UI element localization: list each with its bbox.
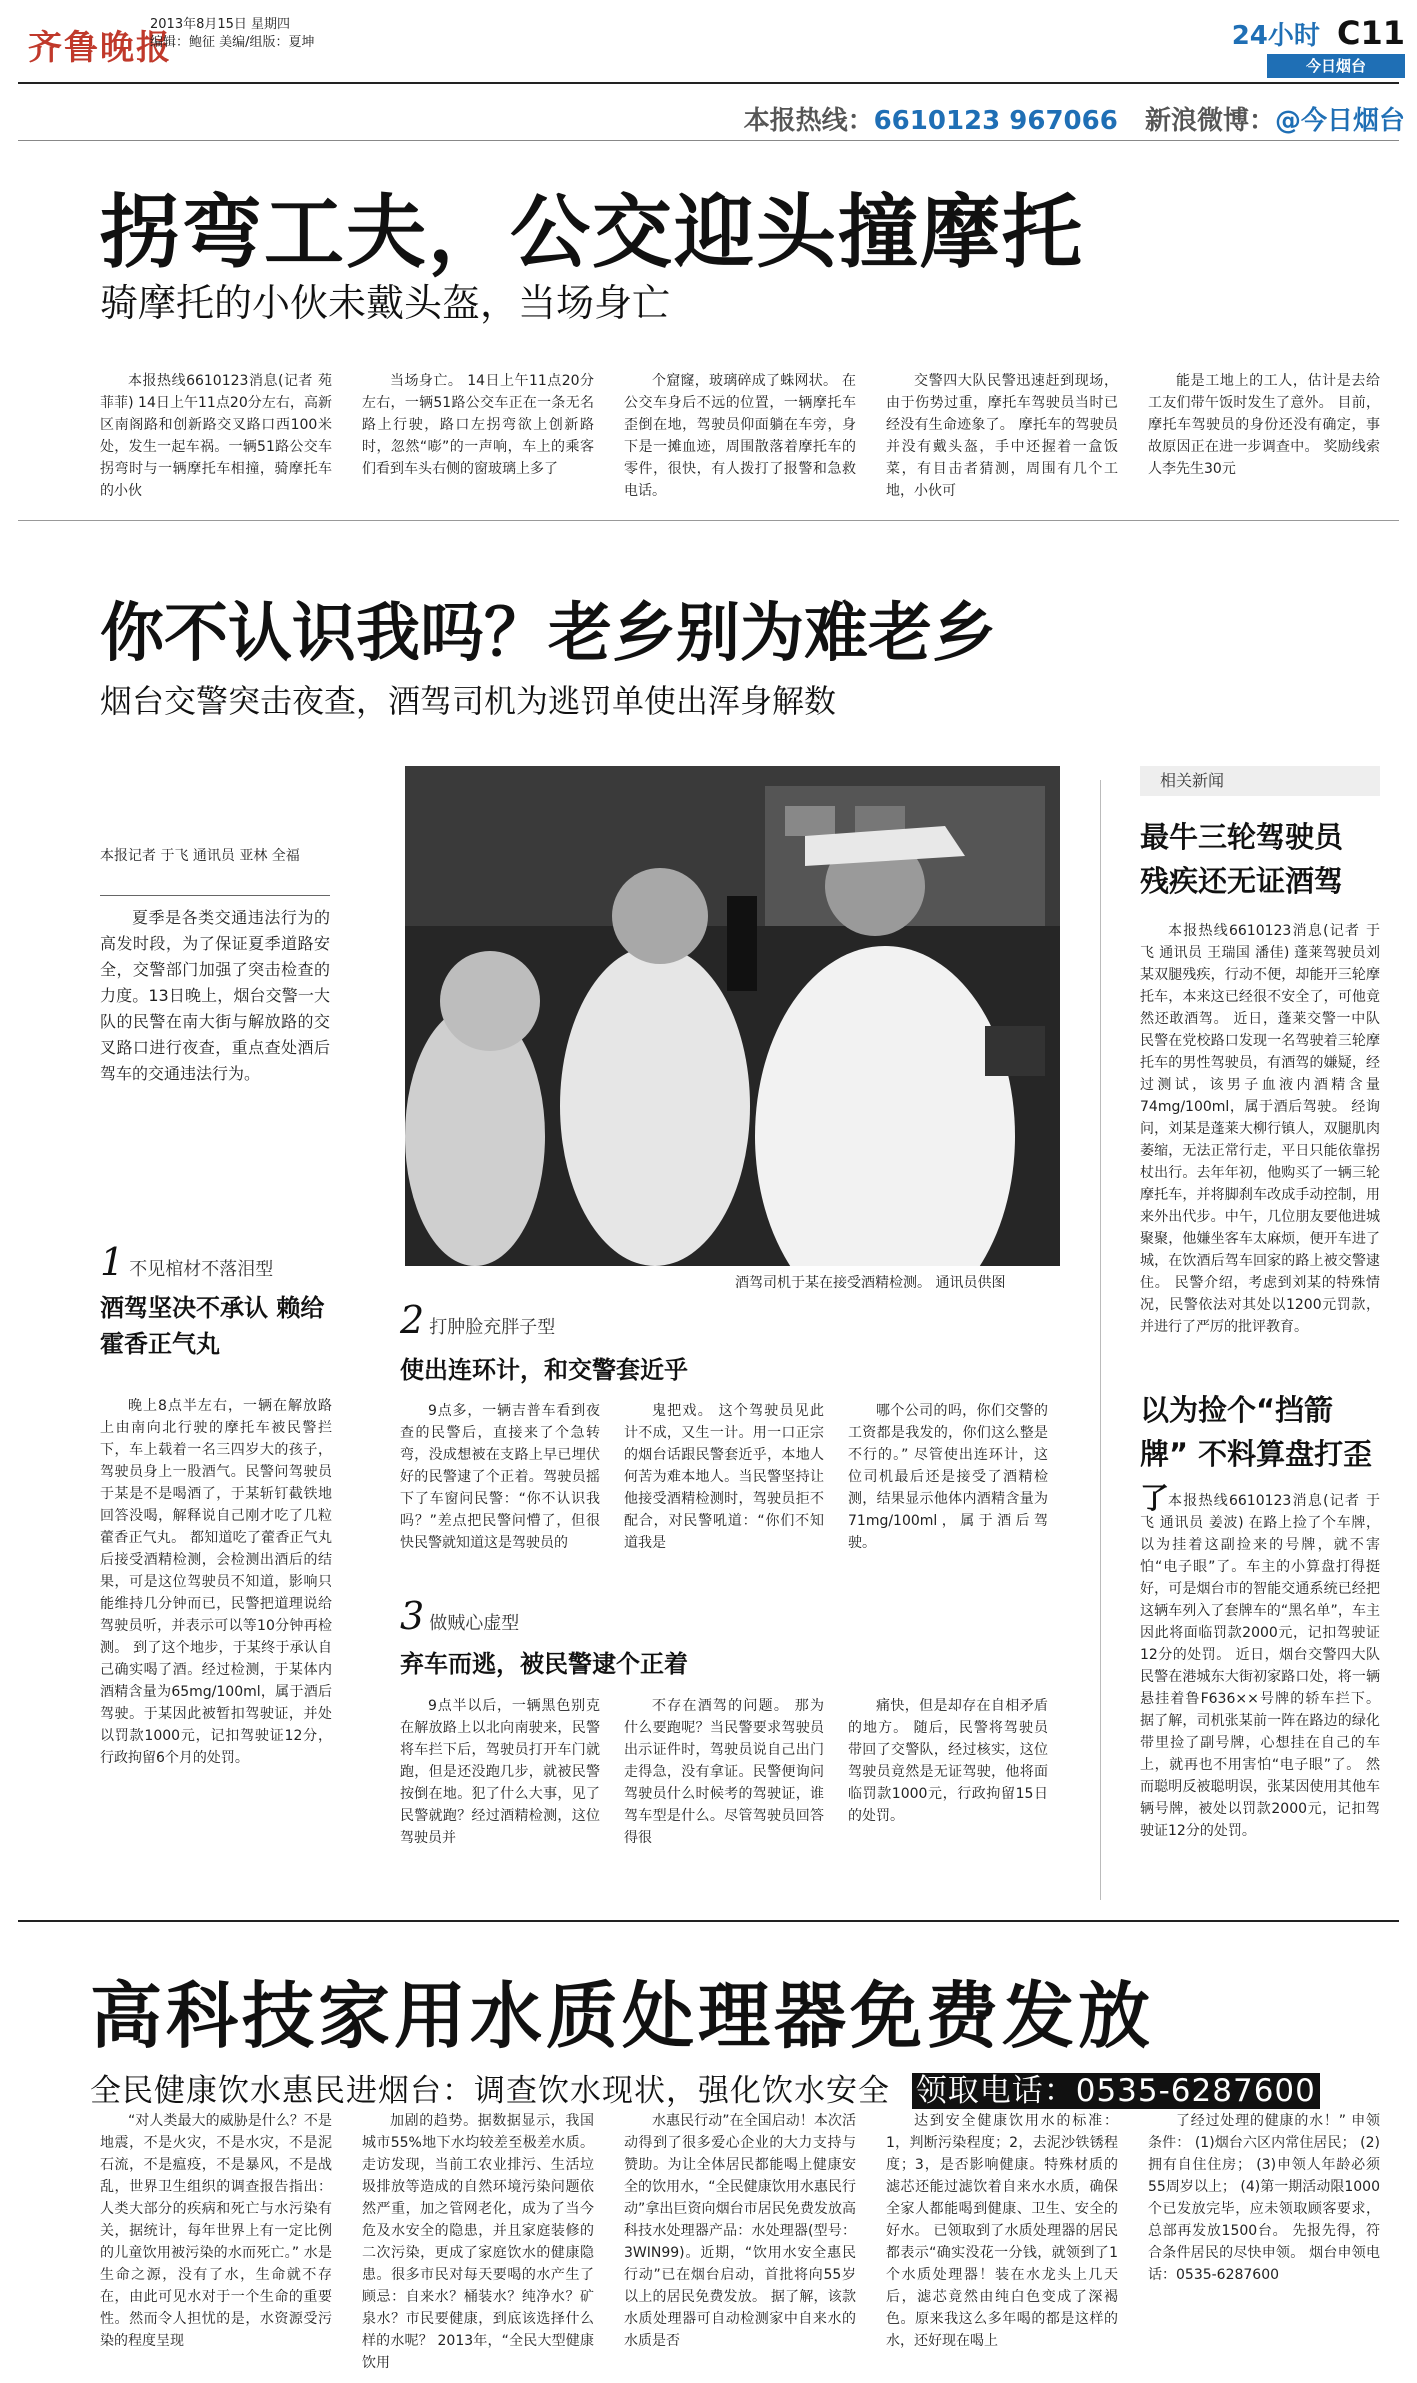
- story1-col1-text: 本报热线6610123消息(记者 苑菲菲) 14日上午11点20分左右，高新区南阁路和创新路交叉路口西100米处，发生一起车祸。一辆51路公交车拐弯时与一辆摩托车相撞，骑摩托车的小伙: [100, 373, 332, 499]
- sec3-col3: [848, 1695, 1048, 1827]
- story1-col2: [362, 370, 594, 480]
- byline-rule: [100, 895, 330, 896]
- sec2-title: 使出连环计，和交警套近乎: [400, 1356, 688, 1384]
- sidebar-text1-body: 本报热线6610123消息(记者 于飞 通讯员 王瑞国 潘佳) 蓬莱驾驶员刘某双腿残疾，行动不便，却能开三轮摩托车，本来这已经很不安全了，可他竟然还敢酒驾。 近日，蓬莱交警一中队民警在党校路口发现一名驾驶着三轮摩托车的男性驾驶员，有酒驾的嫌疑，经过测试，该男子血液内酒精含量74mg/100ml，属于酒后驾驶。 经询问，刘某是蓬莱大柳行镇人，双腿肌肉萎缩，无法正常行走，平日只能依靠拐杖出行。去年年初，他购买了一辆三轮摩托车，并将脚刹车改成手动控制，用来外出代步。中午，几位朋友要他进城聚聚，他嫌坐客车太麻烦，便开车进了城，在饮酒后驾车回家的路上被交警逮住。 民警介绍，考虑到刘某的特殊情况，民警依法对其处以1200元罚款，并进行了严厉的批评教育。: [1140, 923, 1380, 1335]
- sec1-number: 1: [100, 1240, 125, 1284]
- ad-headline: 高科技家用水质处理器免费发放: [90, 1974, 1155, 2058]
- issue-date: 2013年8月15日 星期四: [150, 17, 291, 32]
- story2-lead-text: 夏季是各类交通违法行为的高发时段，为了保证夏季道路安全，交警部门加强了突击检查的力度。13日晚上，烟台交警一大队的民警在南大街与解放路的交叉路口进行夜查，重点查处酒后驾车的交通违法行为。: [100, 908, 330, 1083]
- photo-caption: 酒驾司机于某在接受酒精检测。 通讯员供图: [735, 1275, 1006, 1291]
- sec2-col1: [400, 1400, 600, 1554]
- ad-col5: [1148, 2110, 1380, 2286]
- sidebar-divider: [1100, 780, 1101, 1900]
- masthead: [0, 0, 1417, 80]
- masthead-rule: [18, 82, 1399, 84]
- sidebar-title1: 最牛三轮驾驶员 残疾还无证酒驾: [1140, 820, 1344, 898]
- sec3-col1-text: 9点半以后，一辆黑色别克在解放路上以北向南驶来，民警将车拦下后，驾驶员打开车门就跑，但是还没跑几步，就被民警按倒在地。犯了什么大事，见了民警就跑？经过酒精检测，这位驾驶员并: [400, 1698, 600, 1846]
- ad-col2-text: 加剧的趋势。据数据显示，我国城市55%地下水均较差至极差水质。走访发现，当前工农业排污、生活垃圾排放等造成的自然环境污染问题依然严重，加之管网老化，成为了当今危及水安全的隐患，并且家庭装修的二次污染，更成了家庭饮水的健康隐患。很多市民对每天要喝的水产生了顾忌：自来水？桶装水？纯净水？矿泉水？市民要健康，到底该选择什么样的水呢？ 2013年，“全民大型健康饮用: [362, 2113, 594, 2371]
- story1-rule: [18, 520, 1399, 521]
- issue-meta: [150, 16, 315, 52]
- sec3-title: 弃车而逃，被民警逮个正着: [400, 1650, 688, 1678]
- section-tag: [1232, 14, 1405, 52]
- sec2-kicker: 打肿脸充胖子型: [429, 1317, 556, 1338]
- ad-col1: [100, 2110, 332, 2352]
- sec1-kicker-row: [100, 1240, 273, 1284]
- editors: 编辑：鲍征 美编/组版：夏坤: [150, 35, 315, 50]
- sidebar-text1: [1140, 920, 1380, 1338]
- hotline-label: 本报热线：: [743, 106, 874, 136]
- news-photo: [405, 766, 1060, 1266]
- story2-subheadline: 烟台交警突击夜查，酒驾司机为逃罚单使出浑身解数: [100, 682, 837, 720]
- edition-bar: 今日烟台: [1267, 54, 1405, 78]
- ad-subline: [90, 2065, 1320, 2110]
- sec3-kicker: 做贼心虚型: [429, 1613, 520, 1634]
- sec2-number: 2: [400, 1298, 425, 1342]
- sec1-body-text: 晚上8点半左右，一辆在解放路上由南向北行驶的摩托车被民警拦下，车上载着一名三四岁大的孩子，驾驶员身上一股酒气。民警问驾驶员于某是不是喝酒了，于某斩钉截铁地回答没喝，解释说自己刚才吃了几粒藿香正气丸。 都知道吃了藿香正气丸后接受酒精检测，会检测出酒后的结果，可是这位驾驶员不知道，影响只能维持几分钟而已，民警把道理说给驾驶员听，并表示可以等10分钟再检测。 到了这个地步，于某终于承认自己确实喝了酒。经过检测，于某体内酒精含量为65mg/100ml，属于酒后驾驶。于某因此被暂扣驾驶证，并处以罚款1000元，记扣驾驶证12分，行政拘留6个月的处罚。: [100, 1398, 332, 1766]
- weibo-handle: @今日烟台: [1274, 106, 1405, 136]
- sec3-number: 3: [400, 1594, 425, 1638]
- sec2-col1-text: 9点多，一辆吉普车看到夜查的民警后，直接来了个急转弯，没成想被在支路上早已埋伏好的民警逮了个正着。驾驶员摇下了车窗问民警：“你不认识我吗？”差点把民警问懵了，但很快民警就知道这是驾驶员的: [400, 1403, 600, 1551]
- newspaper-logo: 齐鲁晚报: [28, 28, 172, 68]
- story1-col2-text: 当场身亡。 14日上午11点20分左右，一辆51路公交车正在一条无名路上行驶，路口左拐弯欲上创新路时，忽然“嘭”的一声响，车上的乘客们看到车头右侧的窗玻璃上多了: [362, 373, 594, 477]
- ad-col5-text: 了经过处理的健康的水！” 申领条件： (1)烟台六区内常住居民； (2)拥有自住住房； (3)申领人年龄必须55周岁以上； (4)第一期活动限1000个已发放完毕，应未领取顾客要求，总部再发放1500台。 先报先得，符合条件居民的尽快申领。 烟台申领电话：0535-6287600: [1148, 2113, 1380, 2283]
- sec1-kicker: 不见棺材不落泪型: [129, 1259, 274, 1280]
- sidebar-label-box: [1140, 766, 1380, 796]
- sec2-col3-text: 哪个公司的吗，你们交警的工资都是我发的，你们这么整是不行的。” 尽管使出连环计，这位司机最后还是接受了酒精检测，结果显示他体内酒精含量为71mg/100ml，属于酒后驾驶。: [848, 1403, 1048, 1551]
- hotline-number: 6610123 967066: [873, 106, 1118, 136]
- photo-illustration: [405, 766, 1060, 1266]
- ad-col4: [886, 2110, 1118, 2352]
- story1-col1: [100, 370, 332, 502]
- story1-col3: [624, 370, 856, 502]
- story1-headline: 拐弯工夫，公交迎头撞摩托: [100, 186, 1084, 279]
- sec3-col2: [624, 1695, 824, 1849]
- story2-byline: 本报记者 于飞 通讯员 亚林 全福: [100, 848, 300, 864]
- sec2-kicker-row: [400, 1298, 555, 1342]
- sec3-kicker-row: [400, 1594, 519, 1638]
- sidebar-title2: 以为捡个“挡箭牌” 不料算盘打歪了: [1140, 1393, 1373, 1515]
- hotline-rule: [18, 140, 1399, 141]
- sidebar-label: 相关新闻: [1160, 771, 1225, 790]
- story1-col4-text: 交警四大队民警迅速赶到现场，由于伤势过重，摩托车驾驶员当时已经没有生命迹象了。 摩托车的驾驶员并没有戴头盔，手中还握着一盒饭菜，有目击者猜测，周围有几个工地，小伙可: [886, 373, 1118, 499]
- ad-col1-text: “对人类最大的威胁是什么？不是地震，不是火灾，不是水灾，不是泥石流，不是瘟疫，不是暴风，不是战乱，世界卫生组织的调查报告指出：人类大部分的疾病和死亡与水污染有关，据统计，每年世界上有一定比例的儿童饮用被污染的水而死亡。” 水是生命之源，没有了水，生命就不存在，由此可见水对于一个生命的重要性。然而令人担忧的是，水资源受污染的程度呈现: [100, 2113, 332, 2349]
- sec2-col2: [624, 1400, 824, 1554]
- sec1-title: 酒驾坚决不承认 赖给霍香正气丸: [100, 1294, 325, 1358]
- story1-col5-text: 能是工地上的工人，估计是去给工友们带午饭时发生了意外。 目前，摩托车驾驶员的身份还没有确定，事故原因正在进一步调查中。 奖励线索人李先生30元: [1148, 373, 1380, 477]
- story1-subheadline: 骑摩托的小伙未戴头盔，当场身亡: [100, 281, 671, 325]
- story1-col5: [1148, 370, 1380, 480]
- sec3-col2-text: 不存在酒驾的问题。 那为什么要跑呢？当民警要求驾驶员出示证件时，驾驶员说自己出门走得急，没有拿证。民警便询问驾驶员什么时候考的驾驶证，谁驾车型是什么。尽管驾驶员回答得很: [624, 1698, 824, 1846]
- story1-col4: [886, 370, 1118, 502]
- sidebar-text2: [1140, 1490, 1380, 1842]
- page-number: C11: [1336, 14, 1405, 52]
- ad-col2: [362, 2110, 594, 2374]
- sec1-body: [100, 1395, 332, 1769]
- ad-phone: 领取电话：0535-6287600: [912, 2073, 1320, 2109]
- sec3-col1: [400, 1695, 600, 1849]
- ad-col3: [624, 2110, 856, 2352]
- story1-col3-text: 个窟窿，玻璃碎成了蛛网状。 在公交车身后不远的位置，一辆摩托车歪倒在地，驾驶员仰面躺在车旁，身下是一摊血迹，周围散落着摩托车的零件，很快，有人拨打了报警和急救电话。: [624, 373, 856, 499]
- section-name: 24小时: [1231, 20, 1320, 51]
- sec2-col2-text: 鬼把戏。 这个驾驶员见此计不成，又生一计。用一口正宗的烟台话跟民警套近乎，本地人何苦为难本地人。当民警坚持让他接受酒精检测时，驾驶员拒不配合，对民警吼道：“你们不知道我是: [624, 1403, 824, 1551]
- ad-col4-text: 达到安全健康饮用水的标准：1，判断污染程度；2，去泥沙铁锈程度；3，是否影响健康。特殊材质的滤芯还能过滤饮着自来水水质，确保全家人都能喝到健康、卫生、安全的好水。 已领取到了水质处理器的居民都表示“确实没花一分钱，就领到了1个水质处理器！装在水龙头上几天后，滤芯竟然由纯白色变成了深褐色。原来我这么多年喝的都是这样的水，还好现在喝上: [886, 2113, 1118, 2349]
- ad-rule: [18, 1920, 1399, 1922]
- hotline: [744, 100, 1405, 137]
- story2-lead: [100, 905, 330, 1087]
- ad-subline-text: 全民健康饮水惠民进烟台：调查饮水现状，强化饮水安全: [90, 2073, 890, 2109]
- sec3-col3-text: 痛快，但是却存在自相矛盾的地方。 随后，民警将驾驶员带回了交警队，经过核实，这位驾驶员竟然是无证驾驶，他将面临罚款1000元，行政拘留15日的处罚。: [848, 1698, 1048, 1824]
- sidebar-text2-body: 本报热线6610123消息(记者 于飞 通讯员 姜波) 在路上捡了个车牌，以为挂着这副捡来的号牌，就不害怕“电子眼”了。车主的小算盘打得挺好，可是烟台市的智能交通系统已经把这辆车列入了套牌车的“黑名单”，车主因此将面临罚款2000元，记扣驾驶证12分的处罚。 近日，烟台交警四大队民警在港城东大街初家路口处，将一辆悬挂着鲁F636××号牌的轿车拦下。 据了解，司机张某前一阵在路边的绿化带里捡了副号牌，心想挂在自己的车上，就再也不用害怕“电子眼”了。 然而聪明反被聪明误，张某因使用其他车辆号牌，被处以罚款2000元，记扣驾驶证12分的处罚。: [1140, 1493, 1380, 1839]
- weibo-label: 新浪微博：: [1144, 106, 1275, 136]
- story2-headline: 你不认识我吗？老乡别为难老乡: [100, 597, 996, 671]
- sec2-col3: [848, 1400, 1048, 1554]
- ad-col3-text: 水惠民行动”在全国启动！本次活动得到了很多爱心企业的大力支持与赞助。为让全体居民都能喝上健康安全的饮用水，“全民健康饮用水惠民行动”拿出巨资向烟台市居民免费发放高科技水处理器产品：水处理器(型号：3WIN99)。近期，“饮用水安全惠民行动”已在烟台启动，首批将向55岁以上的居民免费发放。 据了解，该款水质处理器可自动检测家中自来水的水质是否: [624, 2113, 856, 2349]
